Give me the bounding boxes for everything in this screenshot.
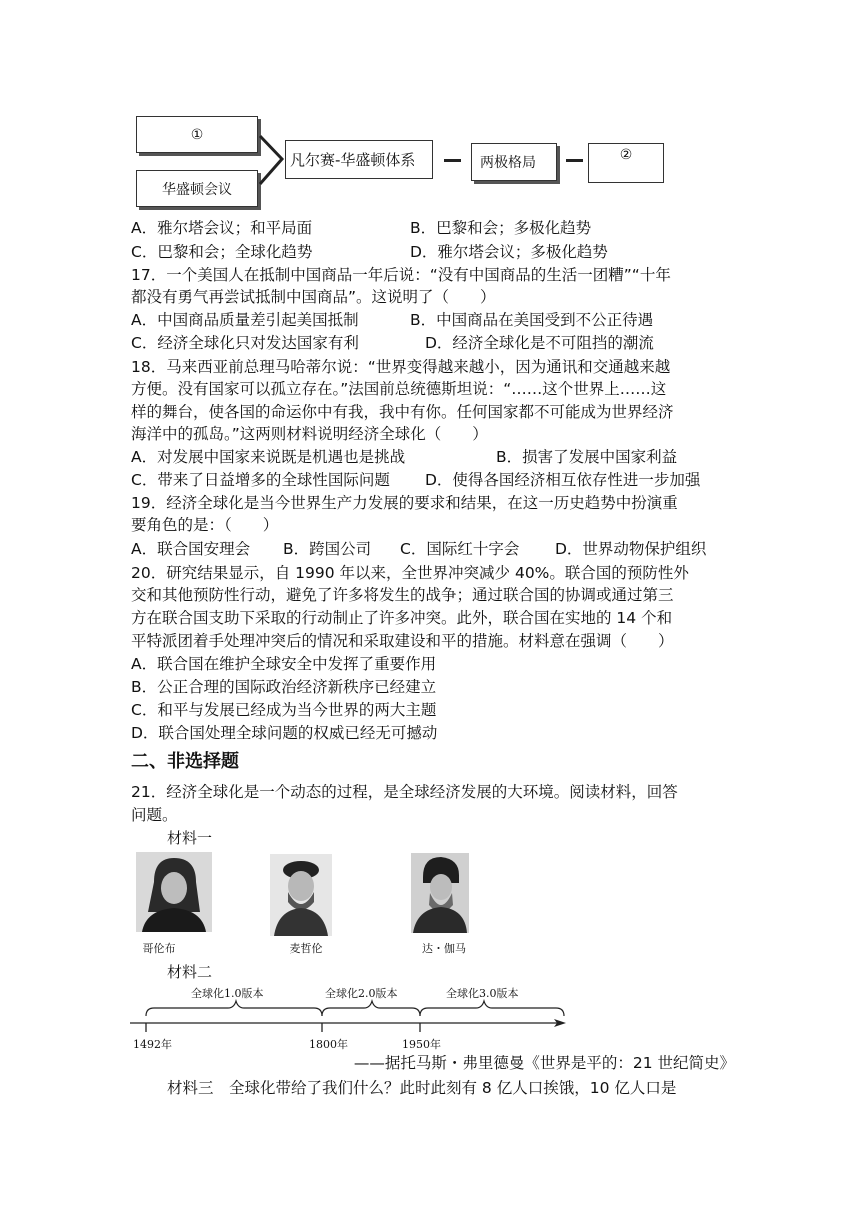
diagram-box-bipolar-label: 两极格局 [480, 155, 536, 171]
timeline-version-1: 全球化1.0版本 [191, 987, 264, 1000]
q19-stem-line1: 19．经济全球化是当今世界生产力发展的要求和结果，在这一历史趋势中扮演重 [131, 494, 678, 512]
q18-option-b: B．损害了发展中国家利益 [496, 448, 678, 466]
diagram-connector-1 [444, 159, 461, 162]
material-2-source: ——据托马斯・弗里德曼《世界是平的：21 世纪简史》 [353, 1054, 735, 1072]
q19-option-b: B．跨国公司 [283, 540, 372, 558]
q18-option-d: D．使得各国经济相互依存性进一步加强 [425, 471, 701, 489]
diagram-box-versailles [285, 140, 433, 179]
diagram-box-1-label: ① [190, 126, 204, 143]
diagram-box-bipolar [471, 143, 557, 181]
q17-stem-line2: 都没有勇气再尝试抵制中国商品”。这说明了（ ） [131, 288, 496, 306]
q18-stem-line4: 海洋中的孤岛。”这两则材料说明经济全球化（ ） [131, 425, 488, 443]
q21-stem-line1: 21．经济全球化是一个动态的过程，是全球经济发展的大环境。阅读材料，回答 [131, 783, 678, 801]
diagram-bracket [258, 132, 288, 192]
diagram-box-1 [136, 116, 258, 153]
q19-option-a: A．联合国安理会 [131, 540, 251, 558]
q18-stem-line1: 18．马来西亚前总理马哈蒂尔说：“世界变得越来越小，因为通讯和交通越来越 [131, 358, 671, 376]
q16-option-c: C．巴黎和会；全球化趋势 [131, 243, 313, 261]
portrait-magellan-caption: 麦哲伦 [289, 942, 323, 955]
q16-option-d: D．雅尔塔会议；多极化趋势 [410, 243, 608, 261]
q20-stem-line2: 交和其他预防性行动，避免了许多将发生的战争；通过联合国的协调或通过第三 [131, 586, 674, 604]
q17-option-c: C．经济全球化只对发达国家有利 [131, 334, 359, 352]
timeline-year-1492: 1492年 [133, 1038, 172, 1051]
timeline-year-1800: 1800年 [309, 1038, 348, 1051]
portrait-magellan-image [270, 854, 332, 936]
q20-stem-line3: 方在联合国支助下采取的行动制止了许多冲突。此外，联合国在实地的 14 个和 [131, 609, 673, 627]
q20-stem-line4: 平特派团着手处理冲突后的情况和采取建设和平的措施。材料意在强调（ ） [131, 632, 674, 650]
q20-option-c: C．和平与发展已经成为当今世界的两大主题 [131, 701, 437, 719]
diagram-box-2-label: ② [619, 147, 633, 163]
timeline-version-3: 全球化3.0版本 [446, 987, 519, 1000]
portrait-columbus-caption: 哥伦布 [142, 942, 176, 955]
portrait-columbus-image [136, 852, 212, 932]
q21-stem-line2: 问题。 [131, 806, 178, 824]
q18-option-c: C．带来了日益增多的全球性国际问题 [131, 471, 390, 489]
q17-stem-line1: 17．一个美国人在抵制中国商品一年后说：“没有中国商品的生活一团糟”“十年 [131, 266, 671, 284]
q16-option-a: A．雅尔塔会议；和平局面 [131, 219, 313, 237]
diagram-box-2 [588, 143, 664, 183]
timeline-year-1950: 1950年 [402, 1038, 441, 1051]
q18-stem-line2: 方便。没有国家可以孤立存在。”法国前总统德斯坦说：“……这个世界上……这 [131, 380, 667, 398]
q18-stem-line3: 样的舞台，使各国的命运你中有我，我中有你。任何国家都不可能成为世界经济 [131, 403, 674, 421]
portrait-da-gama-caption: 达・伽马 [422, 942, 466, 955]
timeline-graphic [128, 998, 573, 1034]
q18-option-a: A．对发展中国家来说既是机遇也是挑战 [131, 448, 406, 466]
q17-option-d: D．经济全球化是不可阻挡的潮流 [425, 334, 654, 352]
diagram-box-washington [136, 170, 258, 207]
q17-option-a: A．中国商品质量差引起美国抵制 [131, 311, 359, 329]
q19-option-c: C．国际红十字会 [400, 540, 520, 558]
q20-stem-line1: 20．研究结果显示，自 1990 年以来，全世界冲突减少 40%。联合国的预防性外 [131, 564, 689, 582]
q20-option-a: A．联合国在维护全球安全中发挥了重要作用 [131, 655, 437, 673]
section-heading: 二、非选择题 [131, 751, 239, 772]
q20-option-b: B．公正合理的国际政治经济新秩序已经建立 [131, 678, 437, 696]
diagram-box-washington-label: 华盛顿会议 [162, 181, 232, 198]
q19-stem-line2: 要角色的是：（ ） [131, 516, 279, 534]
material-2-label: 材料二 [167, 963, 213, 981]
portrait-da-gama-image [411, 853, 469, 933]
q16-option-b: B．巴黎和会；多极化趋势 [410, 219, 592, 237]
material-3-line1: 材料三 全球化带给了我们什么？此时此刻有 8 亿人口挨饿，10 亿人口是 [167, 1079, 677, 1097]
q19-option-d: D．世界动物保护组织 [555, 540, 707, 558]
q17-option-b: B．中国商品在美国受到不公正待遇 [410, 311, 654, 329]
material-1-label: 材料一 [167, 829, 213, 847]
diagram-box-versailles-label: 凡尔赛-华盛顿体系 [290, 151, 416, 169]
timeline-version-2: 全球化2.0版本 [325, 987, 398, 1000]
diagram-connector-2 [566, 159, 583, 162]
q20-option-d: D．联合国处理全球问题的权威已经无可撼动 [131, 724, 438, 742]
